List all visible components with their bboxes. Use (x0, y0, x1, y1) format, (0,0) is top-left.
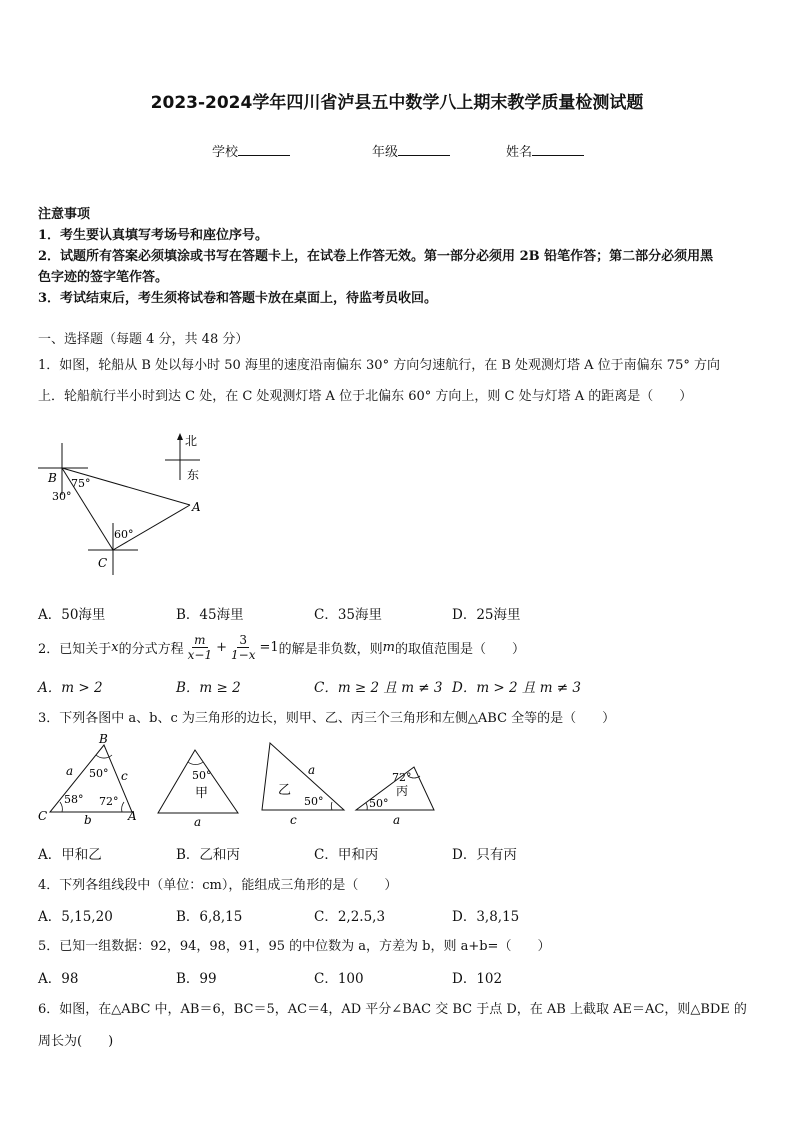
q2-suffix-2: 的取值范围是（ ） (395, 641, 526, 657)
q6-text: 6．如图，在△ABC 中，AB＝6，BC＝5，AC＝4，AD 平分∠BAC 交 BC 于点 D，在 AB 上截取 AE＝AC，则△BDE 的 (38, 1002, 747, 1017)
school-blank[interactable] (238, 142, 290, 156)
yi-label: 乙 (278, 783, 292, 798)
north-label: 北 (185, 434, 198, 448)
q3-triangle-bing (352, 762, 440, 830)
tri-label-c: C (38, 809, 48, 823)
notice-heading: 注意事项 (38, 207, 91, 222)
q1-option-d[interactable]: D．25海里 (452, 607, 521, 623)
q5-text: 5．已知一组数据：92，94，98，91，95 的中位数为 a，方差为 b，则 a+b=（ ） (38, 939, 551, 954)
name-blank[interactable] (532, 142, 584, 156)
fraction-2-denominator: 1−x (231, 647, 256, 662)
q5-option-b[interactable]: B．99 (176, 971, 217, 987)
angle-75: 75° (71, 477, 91, 490)
bing-angle-72: 72° (392, 771, 412, 784)
fraction-2-numerator: 3 (239, 632, 248, 647)
fraction-1-denominator: x−1 (187, 647, 213, 662)
grade-blank[interactable] (398, 142, 450, 156)
tri-label-b: B (99, 732, 108, 746)
q3-triangle-jia (152, 745, 244, 830)
q2-mid: 的分式方程 (118, 641, 184, 657)
fraction-1 (186, 633, 214, 662)
label-c: C (98, 556, 108, 570)
bing-label: 丙 (396, 784, 409, 798)
q6-text: 周长为( ) (38, 1034, 114, 1049)
side-b: b (84, 813, 92, 826)
q4-option-d[interactable]: D．3,8,15 (452, 909, 520, 925)
notice-item: 1．考生要认真填写考场号和座位序号。 (38, 228, 269, 243)
notice-item: 3．考试结束后，考生须将试卷和答题卡放在桌面上，待监考员收回。 (38, 291, 438, 306)
school-label: 学校 (212, 145, 239, 160)
name-label: 姓名 (506, 145, 533, 160)
q4-option-b[interactable]: B．6,8,15 (176, 909, 243, 925)
q4-option-c[interactable]: C．2,2.5,3 (314, 909, 386, 925)
q5-option-c[interactable]: C．100 (314, 971, 364, 987)
name-field[interactable] (506, 141, 584, 160)
q3-option-b[interactable]: B．乙和丙 (176, 847, 240, 863)
q2-option-a[interactable]: A．m > 2 (38, 680, 103, 696)
q3-option-d[interactable]: D．只有丙 (452, 847, 517, 863)
q2-text (38, 630, 525, 664)
side-c: c (121, 769, 128, 783)
q4-text: 4．下列各组线段中（单位：cm），能组成三角形的是（ ） (38, 878, 398, 893)
q3-triangle-abc (34, 730, 144, 826)
grade-field[interactable] (372, 141, 450, 160)
grade-label: 年级 (372, 145, 399, 160)
var-x: x (111, 639, 119, 655)
label-a: A (192, 500, 201, 514)
yi-side-a: a (308, 763, 316, 777)
label-b: B (48, 471, 57, 485)
q2-option-d[interactable]: D．m > 2 且 m ≠ 3 (452, 680, 581, 696)
q1-option-c[interactable]: C．35海里 (314, 607, 383, 623)
q4-option-a[interactable]: A．5,15,20 (38, 909, 113, 925)
q1-text: 上．轮船航行半小时到达 C 处，在 C 处观测灯塔 A 位于北偏东 60° 方向上，则 C 处与灯塔 A 的距离是（ ） (38, 389, 693, 404)
page-title: 2023-2024学年四川省泸县五中数学八上期末教学质量检测试题 (150, 93, 644, 113)
q1-option-b[interactable]: B．45海里 (176, 607, 244, 623)
yi-angle: 50° (304, 795, 324, 808)
angle-a-72: 72° (99, 795, 119, 808)
angle-60: 60° (114, 528, 134, 541)
section-heading: 一、选择题（每题 4 分，共 48 分） (38, 332, 249, 347)
jia-label: 甲 (195, 786, 209, 801)
plus-sign: + (216, 639, 228, 655)
q1-option-a[interactable]: A．50海里 (38, 607, 106, 623)
q2-prefix: 2．已知关于 (38, 641, 112, 657)
var-m: m (382, 639, 395, 655)
side-a: a (66, 764, 74, 778)
q1-text: 1．如图，轮船从 B 处以每小时 50 海里的速度沿南偏东 30° 方向匀速航行，在 B 处观测灯塔 A 位于南偏东 75° 方向 (38, 358, 720, 373)
bing-angle-50: 50° (369, 797, 389, 810)
tri-label-a: A (128, 809, 137, 823)
angle-c-58: 58° (64, 793, 84, 806)
east-label: 东 (187, 468, 200, 482)
q3-option-c[interactable]: C．甲和丙 (314, 847, 379, 863)
q2-suffix: 的解是非负数，则 (278, 641, 383, 657)
angle-b-50: 50° (89, 767, 109, 780)
fraction-1-numerator: m (194, 632, 206, 647)
q2-option-b[interactable]: B．m ≥ 2 (176, 680, 241, 696)
angle-30: 30° (52, 490, 72, 503)
notice-item: 2．试题所有答案必须填涂或书写在答题卡上，在试卷上作答无效。第一部分必须用 2B 铅笔作答；第二部分必须用黑 (38, 249, 714, 264)
bing-side: a (393, 813, 401, 827)
notice-item: 色字迹的签字笔作答。 (38, 270, 169, 285)
jia-side: a (194, 815, 202, 829)
q3-text: 3．下列各图中 a、b、c 为三角形的边长，则甲、乙、丙三个三角形和左侧△ABC 全等的是（ ） (38, 711, 616, 726)
jia-angle: 50° (192, 769, 212, 782)
school-field[interactable] (212, 141, 290, 160)
q1-figure (30, 425, 210, 580)
q5-option-a[interactable]: A．98 (38, 971, 79, 987)
yi-side-c: c (290, 813, 297, 827)
fraction-2 (229, 633, 257, 662)
q2-option-c[interactable]: C．m ≥ 2 且 m ≠ 3 (314, 680, 443, 696)
q3-option-a[interactable]: A．甲和乙 (38, 847, 102, 863)
q5-option-d[interactable]: D．102 (452, 971, 503, 987)
q3-triangle-yi (256, 738, 351, 830)
equals-one: =1 (259, 639, 279, 655)
